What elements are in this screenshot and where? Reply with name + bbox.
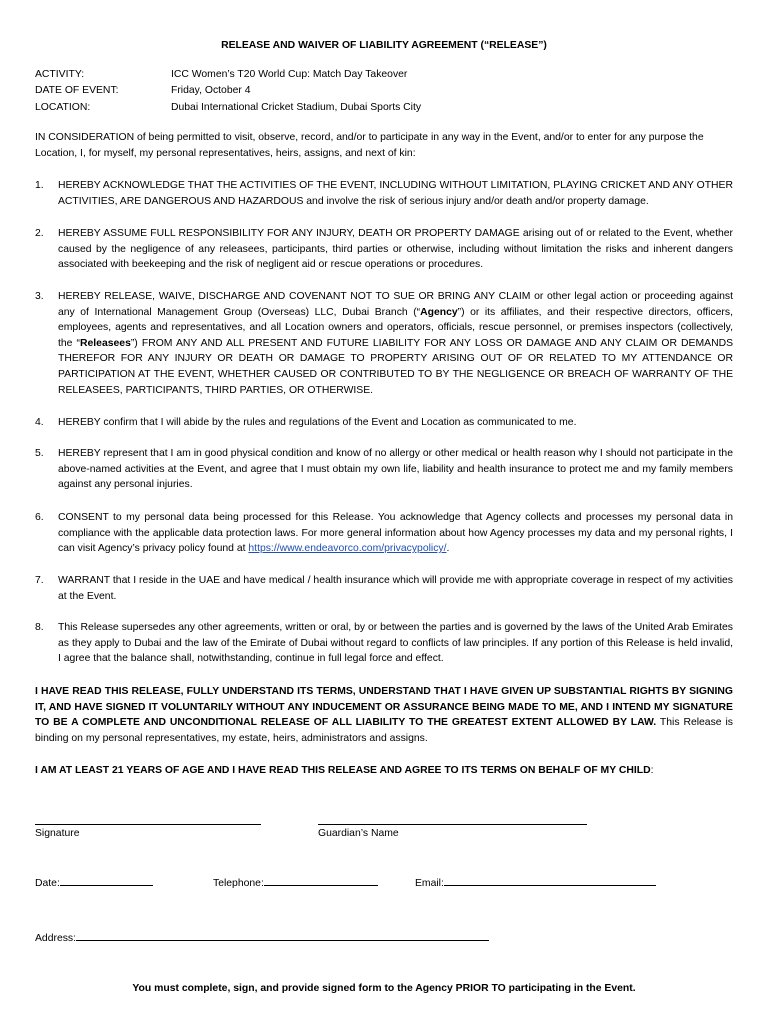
date-row <box>35 83 421 99</box>
agency-term: Agency <box>420 306 458 318</box>
clause-number: 4. <box>35 417 44 428</box>
footer-instruction: You must complete, sign, and provide signed form to the Agency PRIOR TO participating in the Event. <box>132 983 636 994</box>
acknowledgement-rest: This Release is binding on my personal representatives, my estate, heirs, administrators and assigns. <box>35 717 733 744</box>
guardian-name-field[interactable] <box>318 810 587 825</box>
date-field-group <box>35 874 153 892</box>
event-details <box>35 67 421 116</box>
telephone-field-label: Telephone: <box>213 878 264 889</box>
releasees-term: Releasees <box>80 337 131 349</box>
telephone-field-group <box>213 874 378 892</box>
clause-text: HEREBY represent that I am in good physical condition and know of no allergy or other medical or health reason why I should not participate in the above-named activities at the Event, and agree that I must obtain my own life, liability and health insurance to protect me and my family members against any personal injuries. <box>58 448 733 491</box>
clause-number: 6. <box>35 512 44 523</box>
address-field-group <box>35 929 489 947</box>
date-field[interactable] <box>60 874 153 886</box>
clause-number: 1. <box>35 180 44 191</box>
clause-7 <box>35 573 733 604</box>
clause-text <box>58 510 733 557</box>
clause-text: HEREBY ACKNOWLEDGE THAT THE ACTIVITIES OF THE EVENT, INCLUDING WITHOUT LIMITATION, PLAYING CRICKET AND ANY OTHER ACTIVITIES, ARE DANGEROUS AND HAZARDOUS and involve the risk of serious injury and/or death and/or property damage. <box>58 180 733 207</box>
clause-5 <box>35 446 733 493</box>
clause-text: HEREBY ASSUME FULL RESPONSIBILITY FOR ANY INJURY, DEATH OR PROPERTY DAMAGE arising out of or related to the Event, whether caused by the negligence of any releasees, participants, third parties or otherwise, including without limitation the risks and inherent dangers associated with beekeeping and the risk of negligent aid or rescue operations or procedures. <box>58 228 733 271</box>
clause-text-part: CONSENT to my personal data being processed for this Release. You acknowledge that Agency collects and processes my personal data in compliance with the applicable data protection laws. For more general information about how Agency processes my data and my personal rights, I can visit Agency’s privacy policy found at <box>58 512 733 555</box>
clause-text-part: ”) FROM ANY AND ALL PRESENT AND FUTURE LIABILITY FOR ANY LOSS OR DAMAGE AND ANY CLAIM OR DEMANDS THEREFOR FOR ANY INJURY OR DEATH OR DAMAGE TO PROPERTY ARISING OUT OF OR RELATED TO MY ATTENDANCE OR PARTICIPATION AT THE EVENT, WHETHER CAUSED OR CONTRIBUTED TO BY THE NEGLIGENCE OR BREACH OF WARRANTY OF THE RELEASEES, PARTICIPANTS, THIRD PARTIES, OR OTHERWISE. <box>58 337 734 396</box>
clause-6 <box>35 510 733 557</box>
clause-4 <box>35 415 733 431</box>
age-statement-colon: : <box>650 765 654 776</box>
consideration-paragraph: IN CONSIDERATION of being permitted to visit, observe, record, and/or to participate in any way in the Event, and/or to enter for any purpose the Location, I, for myself, my personal representatives, heirs, assigns, and next of kin: <box>35 132 704 159</box>
signature-field[interactable] <box>35 810 261 825</box>
clause-number: 8. <box>35 622 44 633</box>
address-field-label: Address: <box>35 933 77 944</box>
clause-1 <box>35 178 733 209</box>
acknowledgement-paragraph <box>35 684 733 746</box>
address-field[interactable] <box>76 929 489 941</box>
date-label: DATE OF EVENT: <box>35 85 119 97</box>
email-field-group <box>415 874 656 892</box>
clause-text <box>58 289 733 398</box>
acknowledgement-bold: I HAVE READ THIS RELEASE, FULLY UNDERSTAND ITS TERMS, UNDERSTAND THAT I HAVE GIVEN UP SUBSTANTIAL RIGHTS BY SIGNING IT, AND HAVE SIGNED IT VOLUNTARILY WITHOUT ANY INDUCEMENT OR ASSURANCE BEING MADE TO ME, AND I INTEND MY SIGNATURE TO BE A COMPLETE AND UNCONDITIONAL RELEASE OF ALL LIABILITY TO THE GREATEST EXTENT ALLOWED BY LAW. <box>35 686 733 729</box>
document-title: RELEASE AND WAIVER OF LIABILITY AGREEMENT (“RELEASE”) <box>221 40 547 51</box>
age-statement <box>35 763 733 779</box>
date-field-label: Date: <box>35 878 60 889</box>
email-field-label: Email: <box>415 878 444 889</box>
clause-8 <box>35 620 733 667</box>
clause-text: This Release supersedes any other agreements, written or oral, by or between the parties and is governed by the laws of the United Arab Emirates as they apply to Dubai and the law of the Emirate of Dubai without regard to conflicts of law principles. If any portion of this Release is held invalid, I agree that the balance shall, notwithstanding, continue in full legal force and effect. <box>58 622 733 665</box>
location-value: Dubai International Cricket Stadium, Dubai Sports City <box>171 101 422 113</box>
age-statement-bold: I AM AT LEAST 21 YEARS OF AGE AND I HAVE READ THIS RELEASE AND AGREE TO ITS TERMS ON BEHALF OF MY CHILD <box>35 765 651 776</box>
clause-number: 3. <box>35 291 44 302</box>
location-label: LOCATION: <box>35 101 91 113</box>
activity-row <box>35 67 421 83</box>
location-row <box>35 100 421 116</box>
activity-value: ICC Women’s T20 World Cup: Match Day Takeover <box>171 69 408 80</box>
clause-2 <box>35 226 733 273</box>
signature-label: Signature <box>35 828 80 839</box>
guardian-name-label: Guardian’s Name <box>318 828 399 839</box>
clause-text: HEREBY confirm that I will abide by the rules and regulations of the Event and Location as communicated to me. <box>58 417 577 428</box>
clause-number: 7. <box>35 575 44 586</box>
privacy-policy-link[interactable]: https://www.endeavorco.com/privacypolicy/ <box>248 543 447 555</box>
date-value: Friday, October 4 <box>171 85 251 97</box>
clause-3 <box>35 289 733 398</box>
telephone-field[interactable] <box>264 874 378 886</box>
clause-number: 2. <box>35 228 44 239</box>
clause-number: 5. <box>35 448 44 459</box>
clause-text-part: ”) or its affiliates, and their respective directors, officers, employees, agents and representatives, and all Location owners and operators, officials, rescue personnel, or premises inspectors (collectively, the “ <box>58 306 733 349</box>
clause-text-part: . <box>446 543 450 555</box>
email-field[interactable] <box>444 874 656 886</box>
clause-text: WARRANT that I reside in the UAE and have medical / health insurance which will provide me with appropriate coverage in respect of my activities at the Event. <box>58 575 733 602</box>
activity-label: ACTIVITY: <box>35 69 85 80</box>
clause-text-part: HEREBY RELEASE, WAIVE, DISCHARGE AND COVENANT NOT TO SUE OR BRING ANY CLAIM or other legal action or proceeding against any of International Management Group (Overseas) LLC, Dubai Branch (“ <box>58 291 733 318</box>
